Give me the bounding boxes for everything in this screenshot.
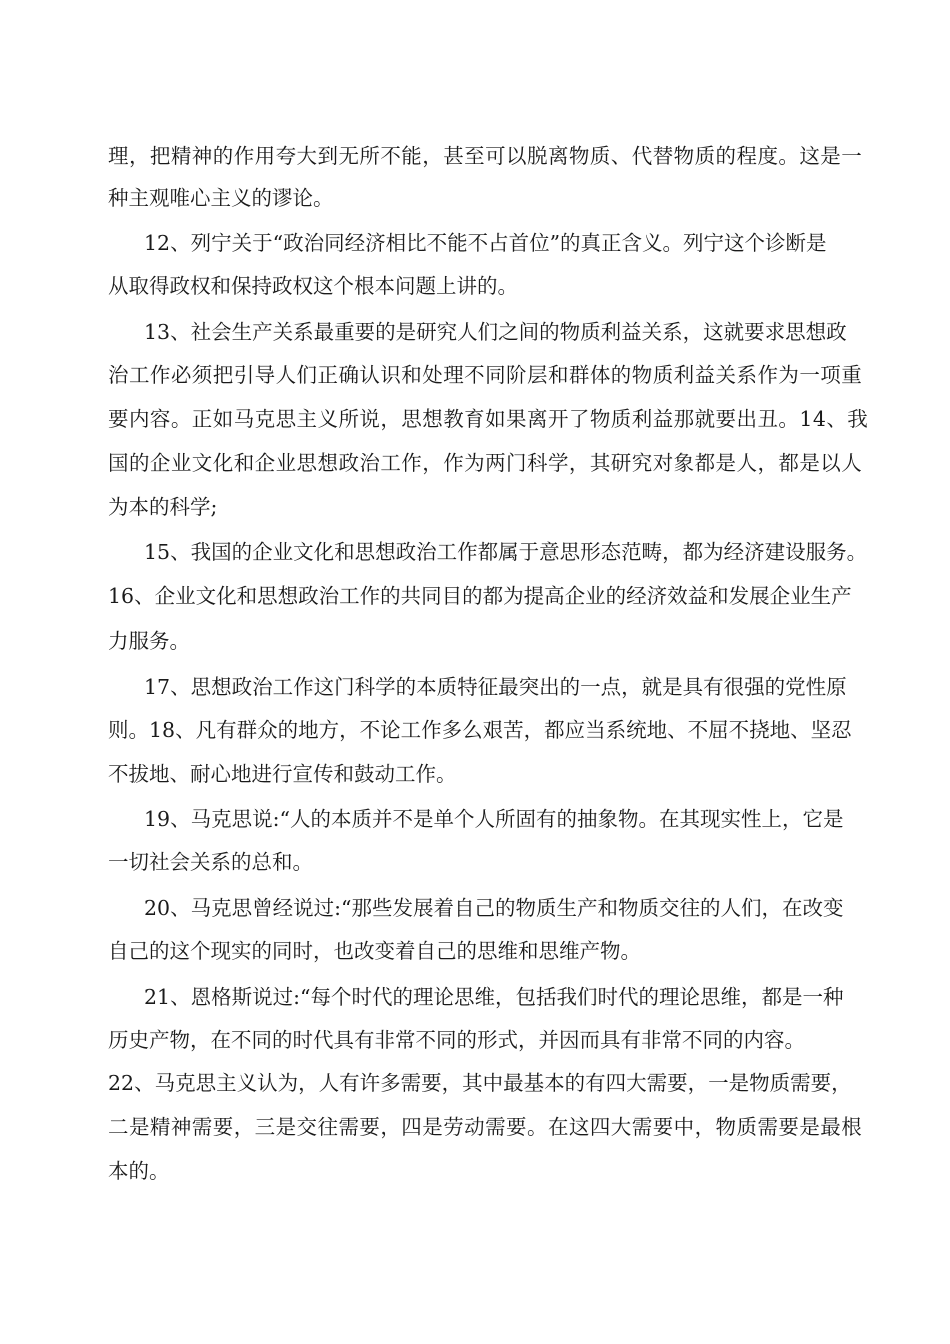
text-line: 则。18、凡有群众的地方，不论工作多么艰苦，都应当系统地、不屈不挠地、坚忍 xyxy=(108,718,852,742)
text-line: 理，把精神的作用夸大到无所不能，甚至可以脱离物质、代替物质的程度。这是一 xyxy=(108,144,863,168)
text-line: 历史产物，在不同的时代具有非常不同的形式，并因而具有非常不同的内容。 xyxy=(108,1028,805,1052)
text-line: 二是精神需要，三是交往需要，四是劳动需要。在这四大需要中，物质需要是最根 xyxy=(108,1115,863,1139)
text-line: 自己的这个现实的同时，也改变着自己的思维和思维产物。 xyxy=(108,939,641,963)
paragraph-21-line: 21、恩格斯说过:“每个时代的理论思维，包括我们时代的理论思维，都是一种 xyxy=(144,985,844,1009)
text-line: 力服务。 xyxy=(108,629,190,653)
paragraph-22-line: 22、马克思主义认为，人有许多需要，其中最基本的有四大需要，一是物质需要， xyxy=(108,1071,852,1095)
text-line: 从取得政权和保持政权这个根本问题上讲的。 xyxy=(108,274,518,298)
text-line: 种主观唯心主义的谬论。 xyxy=(108,186,334,210)
text-line: 要内容。正如马克思主义所说，思想教育如果离开了物质利益那就要出丑。14、我 xyxy=(108,407,869,431)
paragraph-15-line: 15、我国的企业文化和思想政治工作都属于意思形态范畴，都为经济建设服务。 xyxy=(144,540,868,564)
paragraph-20-line: 20、马克思曾经说过:“那些发展着自己的物质生产和物质交往的人们，在改变 xyxy=(144,896,844,920)
paragraph-19-line: 19、马克思说:“人的本质并不是单个人所固有的抽象物。在其现实性上，它是 xyxy=(144,807,844,831)
paragraph-17-line: 17、思想政治工作这门科学的本质特征最突出的一点，就是具有很强的党性原 xyxy=(144,675,847,699)
text-line: 16、企业文化和思想政治工作的共同目的都为提高企业的经济效益和发展企业生产 xyxy=(108,584,852,608)
paragraph-13-line: 13、社会生产关系最重要的是研究人们之间的物质利益关系，这就要求思想政 xyxy=(144,320,847,344)
text-line: 为本的科学; xyxy=(108,495,218,519)
paragraph-12-line: 12、列宁关于“政治同经济相比不能不占首位”的真正含义。列宁这个诊断是 xyxy=(144,231,827,255)
text-line: 本的。 xyxy=(108,1159,170,1183)
text-line: 治工作必须把引导人们正确认识和处理不同阶层和群体的物质利益关系作为一项重 xyxy=(108,363,863,387)
text-line: 不拔地、耐心地进行宣传和鼓动工作。 xyxy=(108,762,457,786)
text-line: 一切社会关系的总和。 xyxy=(108,850,313,874)
text-line: 国的企业文化和企业思想政治工作，作为两门科学，其研究对象都是人，都是以人 xyxy=(108,451,863,475)
